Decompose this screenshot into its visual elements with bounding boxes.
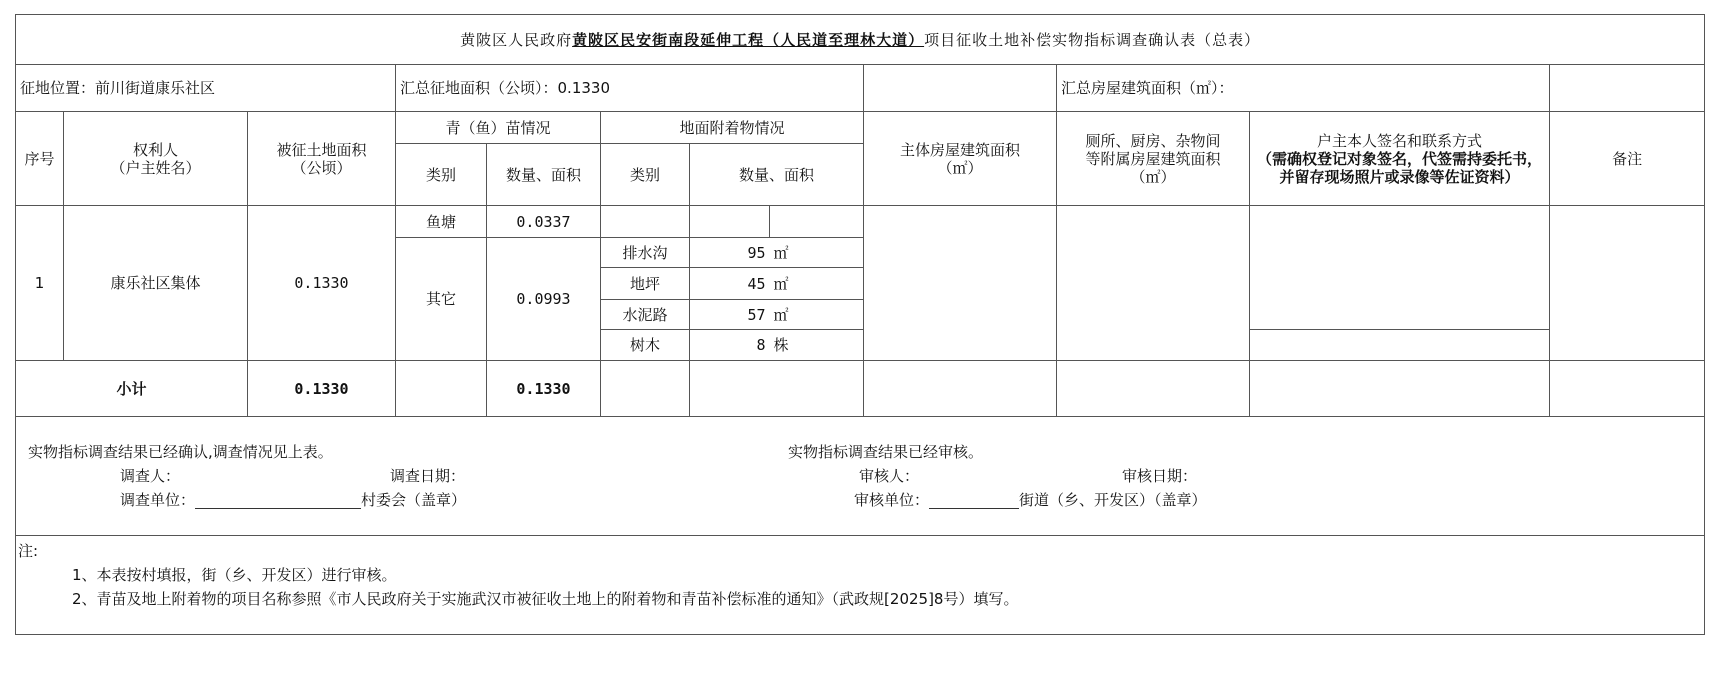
- confirmation-block: [16, 417, 1705, 536]
- street-seal-label: 街道（乡、开发区）（盖章）: [1019, 491, 1207, 509]
- header-main-house: [864, 112, 1057, 206]
- note-item: 2、青苗及地上附着物的项目名称参照《市人民政府关于实施武汉市被征收土地上的附着物和青苗补偿标准的通知》（武政规[2025]8号）填写。: [72, 590, 1019, 608]
- attach-type-cell: 排水沟: [601, 238, 690, 268]
- header-main-house-line2: （㎡）: [937, 158, 983, 177]
- signature-cell: [1250, 206, 1550, 330]
- attach-qty-cell: 57: [690, 300, 770, 330]
- subtotal-blank-cell: [864, 361, 1057, 417]
- attach-unit-cell: [770, 206, 864, 238]
- crop-qty-cell: 0.0337: [487, 206, 601, 238]
- title-suffix: 项目征收土地补偿实物指标调查确认表（总表）: [924, 30, 1261, 49]
- aux-house-cell: [1057, 206, 1250, 361]
- attach-unit-cell: ㎡: [770, 300, 864, 330]
- header-crop-group: 青（鱼）苗情况: [396, 112, 601, 144]
- info-blank-cell: [864, 65, 1057, 112]
- notes-label: 注:: [18, 542, 39, 560]
- row-owner: 康乐社区集体: [64, 206, 248, 361]
- review-date-label: 审核日期：: [1122, 467, 1198, 485]
- village-seal-label: 村委会（盖章）: [361, 491, 467, 509]
- notes-block: [16, 536, 1705, 635]
- header-signature-note: （需确权登记对象签名，代签需持委托书，并留存现场照片或录像等佐证资料）: [1256, 149, 1542, 186]
- header-attach-qty: 数量、面积: [690, 144, 864, 206]
- review-unit-row: [854, 491, 1207, 509]
- remark-cell: [1550, 206, 1705, 361]
- subtotal-crop-qty: 0.1330: [487, 361, 601, 417]
- title-prefix: 黄陂区人民政府: [460, 30, 573, 49]
- subtotal-blank-cell: [601, 361, 690, 417]
- header-main-house-line1: 主体房屋建筑面积: [899, 140, 1020, 159]
- attach-qty-cell: [690, 206, 770, 238]
- attach-qty-cell: 95: [690, 238, 770, 268]
- crop-qty-cell: 0.0993: [487, 238, 601, 361]
- header-aux-house-line1: 厕所、厨房、杂物间: [1085, 131, 1221, 150]
- attach-qty-cell: 45: [690, 268, 770, 300]
- review-unit-label: 审核单位：: [854, 491, 930, 509]
- attach-unit-cell: ㎡: [770, 268, 864, 300]
- header-crop-type: 类别: [396, 144, 487, 206]
- header-signature: [1250, 112, 1550, 206]
- total-land-area: 汇总征地面积（公顷）：0.1330: [396, 65, 864, 112]
- header-remark: 备注: [1550, 112, 1705, 206]
- attach-unit-cell: ㎡: [770, 238, 864, 268]
- subtotal-label: 小计: [16, 361, 248, 417]
- investigator-label: 调查人：: [120, 467, 181, 485]
- subtotal-blank-cell: [1550, 361, 1705, 417]
- header-aux-house-line2: 等附属房屋建筑面积: [1085, 149, 1221, 168]
- crop-type-cell: 鱼塘: [396, 206, 487, 238]
- signature-cell: [1250, 330, 1550, 361]
- review-unit-blank[interactable]: [929, 494, 1019, 509]
- subtotal-blank-cell: [1250, 361, 1550, 417]
- form-title: [16, 15, 1705, 65]
- header-aux-house-line3: （㎡）: [1130, 167, 1176, 186]
- header-attach-type: 类别: [601, 144, 690, 206]
- header-owner-line2: （户主姓名）: [110, 158, 201, 177]
- attach-qty-cell: 8: [690, 330, 770, 361]
- header-land-area-line1: 被征土地面积: [276, 140, 367, 159]
- info-blank-cell: [1550, 65, 1705, 112]
- compensation-form: [15, 14, 1704, 684]
- subtotal-blank-cell: [690, 361, 864, 417]
- subtotal-land-area: 0.1330: [248, 361, 396, 417]
- investigate-unit-row: [120, 491, 466, 509]
- note-item: 1、本表按村填报，街（乡、开发区）进行审核。: [72, 566, 397, 584]
- attach-type-cell: [601, 206, 690, 238]
- left-statement: 实物指标调查结果已经确认,调查情况见上表。: [28, 443, 333, 461]
- header-attach-group: 地面附着物情况: [601, 112, 864, 144]
- land-location: 征地位置：前川街道康乐社区: [16, 65, 396, 112]
- header-land-area-line2: （公顷）: [291, 158, 352, 177]
- survey-table: [15, 14, 1705, 635]
- main-house-cell: [864, 206, 1057, 361]
- title-project: 黄陂区民安街南段延伸工程（人民道至理林大道）: [572, 30, 925, 49]
- right-statement: 实物指标调查结果已经审核。: [788, 443, 984, 461]
- subtotal-blank-cell: [396, 361, 487, 417]
- header-signature-line1: 户主本人签名和联系方式: [1316, 131, 1482, 150]
- attach-type-cell: 地坪: [601, 268, 690, 300]
- row-seq: 1: [16, 206, 64, 361]
- investigate-date-label: 调查日期：: [390, 467, 466, 485]
- header-owner-line1: 权利人: [132, 140, 178, 159]
- header-land-area: [248, 112, 396, 206]
- total-building-area: 汇总房屋建筑面积（㎡）：: [1057, 65, 1550, 112]
- header-crop-qty: 数量、面积: [487, 144, 601, 206]
- subtotal-blank-cell: [1057, 361, 1250, 417]
- investigate-unit-blank[interactable]: [195, 494, 361, 509]
- investigate-unit-label: 调查单位：: [120, 491, 196, 509]
- attach-type-cell: 水泥路: [601, 300, 690, 330]
- attach-unit-cell: 株: [770, 330, 864, 361]
- header-aux-house: [1057, 112, 1250, 206]
- row-land-area: 0.1330: [248, 206, 396, 361]
- header-owner: [64, 112, 248, 206]
- reviewer-label: 审核人：: [859, 467, 920, 485]
- attach-type-cell: 树木: [601, 330, 690, 361]
- crop-type-cell: 其它: [396, 238, 487, 361]
- header-seq: 序号: [16, 112, 64, 206]
